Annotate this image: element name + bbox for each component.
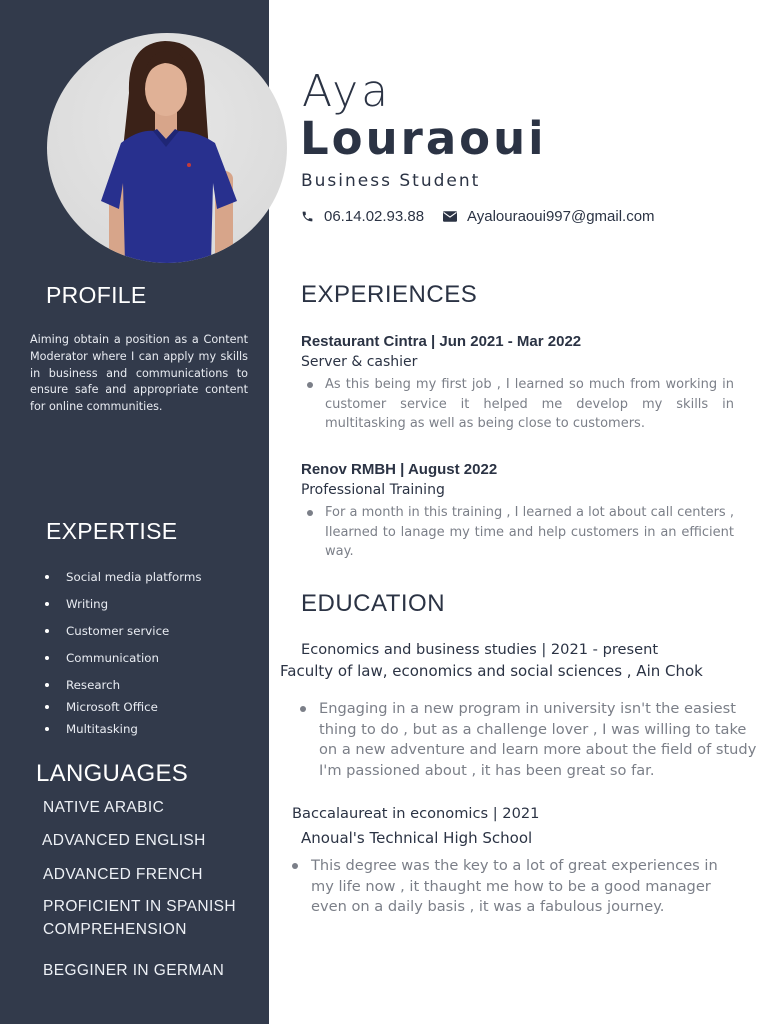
person-photo-illustration [47, 33, 287, 263]
language-item: ADVANCED ENGLISH [42, 832, 206, 849]
phone-number: 06.14.02.93.88 [324, 207, 425, 225]
education-school: Anoual's Technical High School [301, 829, 533, 847]
profile-summary: Aiming obtain a position as a Content Moderator where I can apply my skills in business and communications to ensure safe and appropriate content for online communities. [30, 333, 248, 414]
experience-title: Renov RMBH | August 2022 [301, 461, 498, 478]
education-school: Faculty of law, economics and social sciences , Ain Chok [280, 662, 703, 680]
language-item: NATIVE ARABIC [43, 799, 165, 816]
expertise-item: Communication [44, 649, 202, 676]
experiences-heading: EXPERIENCES [301, 281, 478, 308]
language-item: BEGGINER IN GERMAN [43, 962, 225, 979]
expertise-item: Multitasking [44, 720, 202, 747]
email-address: Ayalouraoui997@gmail.com [467, 207, 655, 225]
language-item: ADVANCED FRENCH [43, 866, 203, 883]
expertise-item: Research [44, 676, 202, 698]
job-title: Business Student [301, 171, 481, 191]
education-title: Baccalaureat in economics | 2021 [292, 805, 540, 822]
education-title: Economics and business studies | 2021 - present [301, 641, 659, 658]
education-description: Engaging in a new program in university isn't the easiest thing to do , but as a challenge lover , I was willing to take on a new adventure and learn more about the field of study I'm passioned about , it has been great so far. [319, 699, 759, 781]
experience-description: For a month in this training , I learned a lot about call centers , Ilearned to lanage my time and help customers in an efficient way. [325, 503, 734, 562]
expertise-item: Microsoft Office [44, 698, 202, 720]
profile-heading: PROFILE [46, 282, 147, 308]
expertise-list [44, 568, 202, 747]
expertise-item: Customer service [44, 622, 202, 649]
expertise-item: Writing [44, 595, 202, 622]
expertise-item: Social media platforms [44, 568, 202, 595]
expertise-heading: EXPERTISE [46, 518, 178, 544]
first-name: Aya [302, 66, 392, 117]
phone-contact[interactable] [301, 205, 424, 227]
email-contact[interactable] [443, 205, 655, 227]
phone-icon [301, 210, 314, 223]
experience-role: Server & cashier [301, 354, 418, 370]
language-item: PROFICIENT IN SPANISH COMPREHENSION [43, 898, 236, 938]
profile-photo [47, 33, 287, 263]
languages-heading: LANGUAGES [36, 760, 189, 787]
experience-title: Restaurant Cintra | Jun 2021 - Mar 2022 [301, 333, 582, 350]
education-heading: EDUCATION [301, 590, 446, 617]
experience-role: Professional Training [301, 482, 445, 498]
sidebar [0, 0, 269, 1024]
envelope-icon [443, 211, 457, 222]
experience-description: As this being my first job , I learned so much from working in customer service it helped me develop my skills in multitasking as well as being close to customers. [325, 375, 734, 434]
education-description: This degree was the key to a lot of great experiences in my life now , it thaught me how to be a good manager even on a daily basis , it was a fabulous journey. [311, 856, 741, 918]
last-name: Louraoui [300, 112, 547, 165]
